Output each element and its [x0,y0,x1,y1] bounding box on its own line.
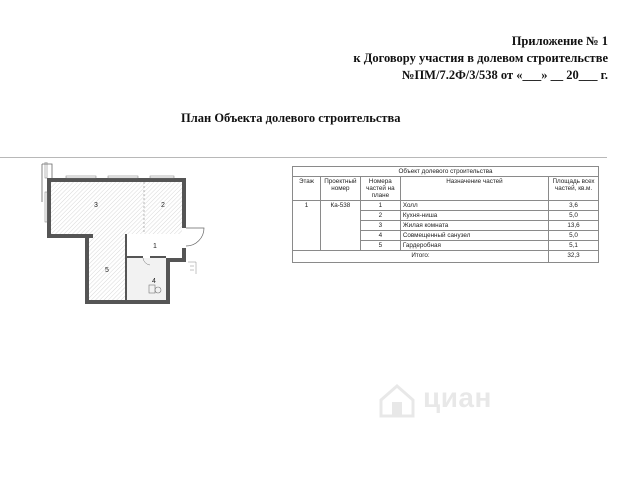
total-label: Итого: [293,251,549,263]
part-name: Холл [400,201,548,211]
col-header: Номера частей на плане [360,177,400,201]
part-name: Гардеробная [400,241,548,251]
part-name: Жилая комната [400,221,548,231]
cian-logo-icon [377,380,417,420]
floor-cell: 1 [293,201,321,251]
watermark [377,378,549,420]
part-number: 2 [360,211,400,221]
part-number: 5 [360,241,400,251]
part-name: Кухня-ниша [400,211,548,221]
total-row [293,251,599,263]
room-4-fill [127,258,166,300]
plan-title: План Объекта долевого строительства [181,111,401,125]
appendix-title: Приложение № 1 [511,34,608,48]
room-label: 4 [152,278,156,285]
col-header: Назначение частей [400,177,548,201]
part-name: Совмещенный санузел [400,231,548,241]
floor-plan [38,162,210,312]
watermark-text: циан [423,382,492,413]
parts-table [292,166,599,263]
part-area: 13,6 [549,221,599,231]
part-number: 3 [360,221,400,231]
part-area: 5,0 [549,231,599,241]
total-value: 32,3 [549,251,599,263]
exterior-stair [188,262,196,274]
table-row [293,201,599,211]
room-label: 5 [105,267,109,274]
room-label: 2 [161,202,165,209]
part-area: 5,0 [549,211,599,221]
part-number: 1 [360,201,400,211]
contract-number: №ПМ/7.2Ф/3/538 от «___» __ 20___ г. [401,68,608,82]
entry-door [186,228,204,246]
room-label: 1 [153,243,157,250]
col-header: Проектный номер [320,177,360,201]
part-area: 3,6 [549,201,599,211]
col-header: Площадь всех частей, кв.м. [549,177,599,201]
divider [0,157,607,158]
room-label: 3 [94,202,98,209]
col-header: Этаж [293,177,321,201]
project-number-cell: Ка-538 [320,201,360,251]
part-number: 4 [360,231,400,241]
part-area: 5,1 [549,241,599,251]
contract-reference: к Договору участия в долевом строительстве [353,51,608,65]
table-caption: Объект долевого строительства [293,167,599,177]
